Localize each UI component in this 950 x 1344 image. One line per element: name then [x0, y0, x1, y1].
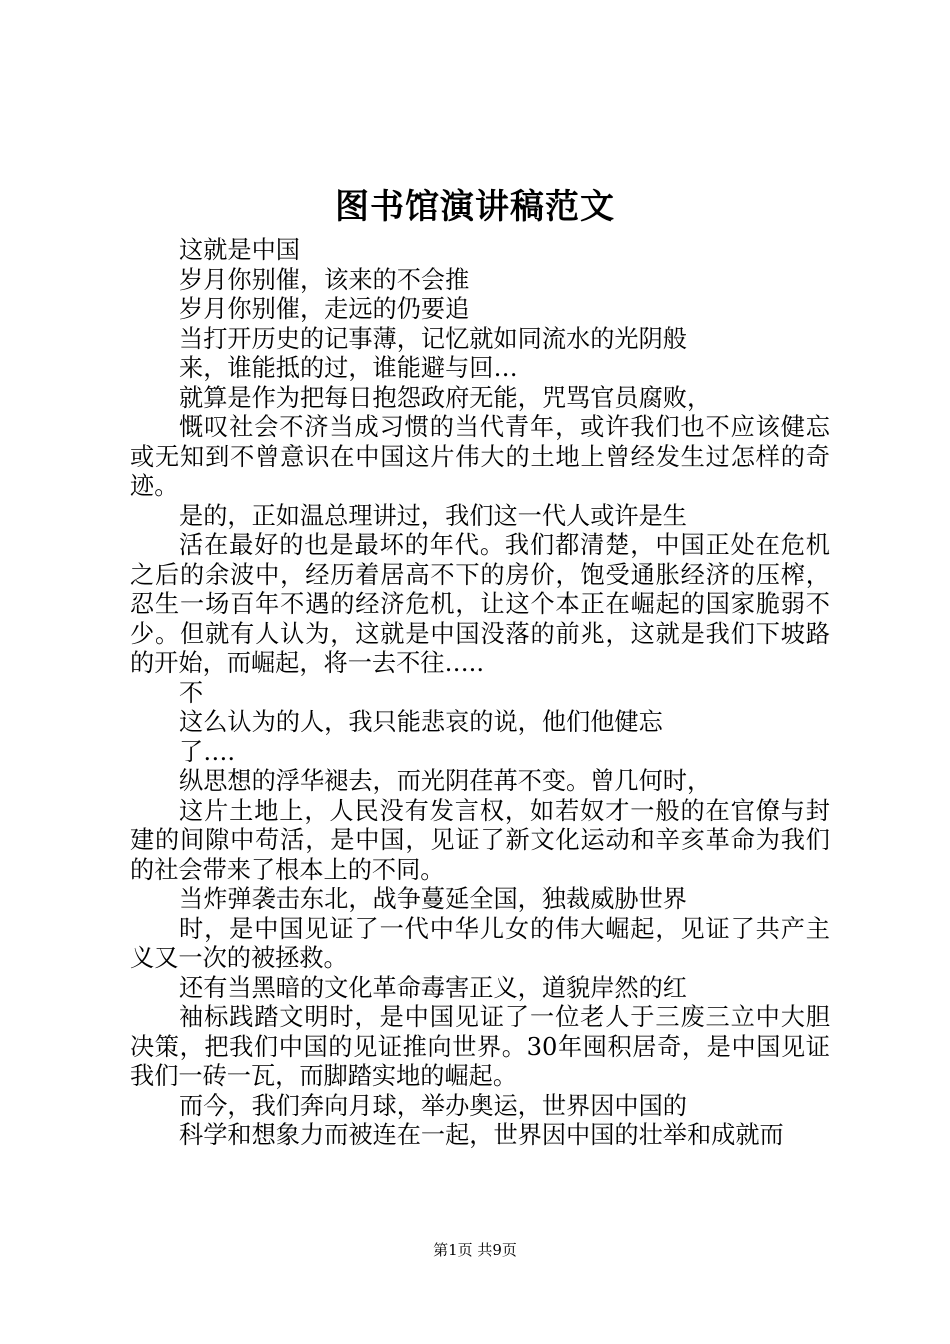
page-title: 图书馆演讲稿范文: [335, 187, 615, 227]
paragraph: 时，是中国见证了一代中华儿女的伟大崛起，见证了共产主义又一次的被拯救。: [130, 914, 830, 972]
paragraph: 还有当黑暗的文化革命毒害正义，道貌岸然的红: [179, 973, 687, 1002]
paragraph: 是的，正如温总理讲过，我们这一代人或许是生: [179, 501, 687, 530]
paragraph: 袖标践踏文明时，是中国见证了一位老人于三废三立中大胆决策，把我们中国的见证推向世界。30年囤积居奇，是中国见证我们一砖一瓦，而脚踏实地的崛起。: [130, 1003, 830, 1090]
paragraph: 来，谁能抵的过，谁能避与回…: [179, 354, 518, 382]
paragraph: 当打开历史的记事薄，记忆就如同流水的光阴般: [179, 324, 687, 353]
paragraph: 这就是中国: [179, 236, 300, 264]
paragraph: 而今，我们奔向月球，举办奥运，世界因中国的: [179, 1091, 687, 1120]
document-body: [130, 236, 830, 1151]
paragraph: 就算是作为把每日抱怨政府无能，咒骂官员腐败，: [179, 383, 712, 412]
paragraph: 不: [179, 678, 204, 707]
paragraph: 了….: [179, 737, 236, 766]
paragraph: 纵思想的浮华褪去，而光阴荏苒不变。曾几何时，: [179, 767, 712, 795]
paragraph: 活在最好的也是最坏的年代。我们都清楚，中国正处在危机之后的余波中，经历着居高不下的房价，饱受通胀经济的压榨，忍生一场百年不遇的经济危机，让这个本正在崛起的国家脆弱不少。但就有人认为，这就是中国没落的前兆，这就是我们下坡路的开始，而崛起，将一去不往…..: [130, 531, 830, 677]
paragraph: 岁月你别催，走远的仍要追: [179, 295, 470, 323]
page-footer: 第1页 共9页: [433, 1241, 517, 1259]
paragraph: 这片土地上，人民没有发言权，如若奴才一般的在官僚与封建的间隙中苟活，是中国，见证了新文化运动和辛亥革命为我们的社会带来了根本上的不同。: [130, 796, 830, 884]
paragraph: 岁月你别催，该来的不会推: [179, 265, 470, 294]
paragraph: 慨叹社会不济当成习惯的当代青年，或许我们也不应该健忘或无知到不曾意识在中国这片伟大的土地上曾经发生过怎样的奇迹。: [130, 413, 830, 500]
paragraph: 当炸弹袭击东北，战争蔓延全国，独裁威胁世界: [179, 885, 687, 913]
paragraph: 这么认为的人，我只能悲哀的说，他们他健忘: [179, 708, 663, 736]
paragraph: 科学和想象力而被连在一起，世界因中国的壮举和成就而: [179, 1121, 784, 1149]
